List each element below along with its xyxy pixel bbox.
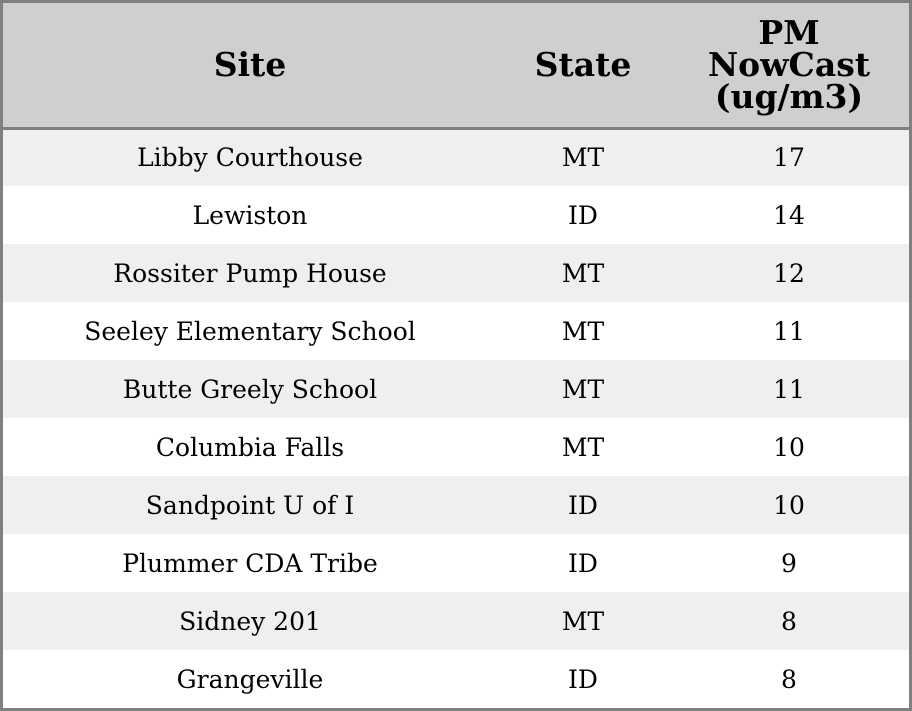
cell-state: MT — [561, 316, 605, 346]
cell-pm: 11 — [773, 374, 805, 404]
cell-site: Rossiter Pump House — [113, 258, 387, 288]
header-pm-line2: NowCast — [707, 44, 871, 84]
cell-pm: 8 — [781, 664, 797, 694]
cell-pm: 14 — [773, 200, 805, 230]
header-site: Site — [3, 3, 497, 128]
cell-pm: 17 — [773, 143, 805, 173]
cell-state: MT — [561, 143, 605, 173]
header-pm-line1: PM — [758, 12, 820, 52]
cell-site: Lewiston — [192, 200, 308, 230]
cell-site: Seeley Elementary School — [84, 316, 416, 346]
table-row — [3, 592, 909, 650]
cell-state: MT — [561, 374, 605, 404]
cell-state: MT — [561, 432, 605, 462]
cell-state: MT — [561, 606, 605, 636]
cell-pm: 12 — [773, 258, 805, 288]
air-quality-table — [3, 3, 909, 708]
cell-site: Butte Greely School — [122, 374, 378, 404]
cell-site: Sidney 201 — [179, 606, 321, 636]
cell-pm: 9 — [781, 548, 797, 578]
table-row — [3, 534, 909, 592]
header-pm-nowcast — [669, 3, 909, 128]
cell-pm: 10 — [773, 432, 805, 462]
header-row — [3, 3, 909, 128]
table-row — [3, 302, 909, 360]
table-row — [3, 128, 909, 186]
table-header — [3, 3, 909, 128]
table-row — [3, 244, 909, 302]
cell-pm: 8 — [781, 606, 797, 636]
table-row — [3, 360, 909, 418]
cell-site: Columbia Falls — [155, 432, 345, 462]
table-row — [3, 418, 909, 476]
cell-site: Libby Courthouse — [137, 143, 363, 173]
cell-state: ID — [568, 664, 598, 694]
table-row — [3, 186, 909, 244]
cell-site: Grangeville — [176, 664, 324, 694]
cell-site: Plummer CDA Tribe — [122, 548, 378, 578]
cell-state: MT — [561, 258, 605, 288]
table-row — [3, 650, 909, 708]
cell-pm: 10 — [773, 490, 805, 520]
cell-site: Sandpoint U of I — [145, 490, 355, 520]
header-pm-line3: (ug/m3) — [714, 76, 864, 116]
cell-pm: 11 — [773, 316, 805, 346]
header-state: State — [497, 3, 669, 128]
cell-state: ID — [568, 200, 598, 230]
table-row — [3, 476, 909, 534]
table-body — [3, 128, 909, 708]
cell-state: ID — [568, 548, 598, 578]
cell-state: ID — [568, 490, 598, 520]
